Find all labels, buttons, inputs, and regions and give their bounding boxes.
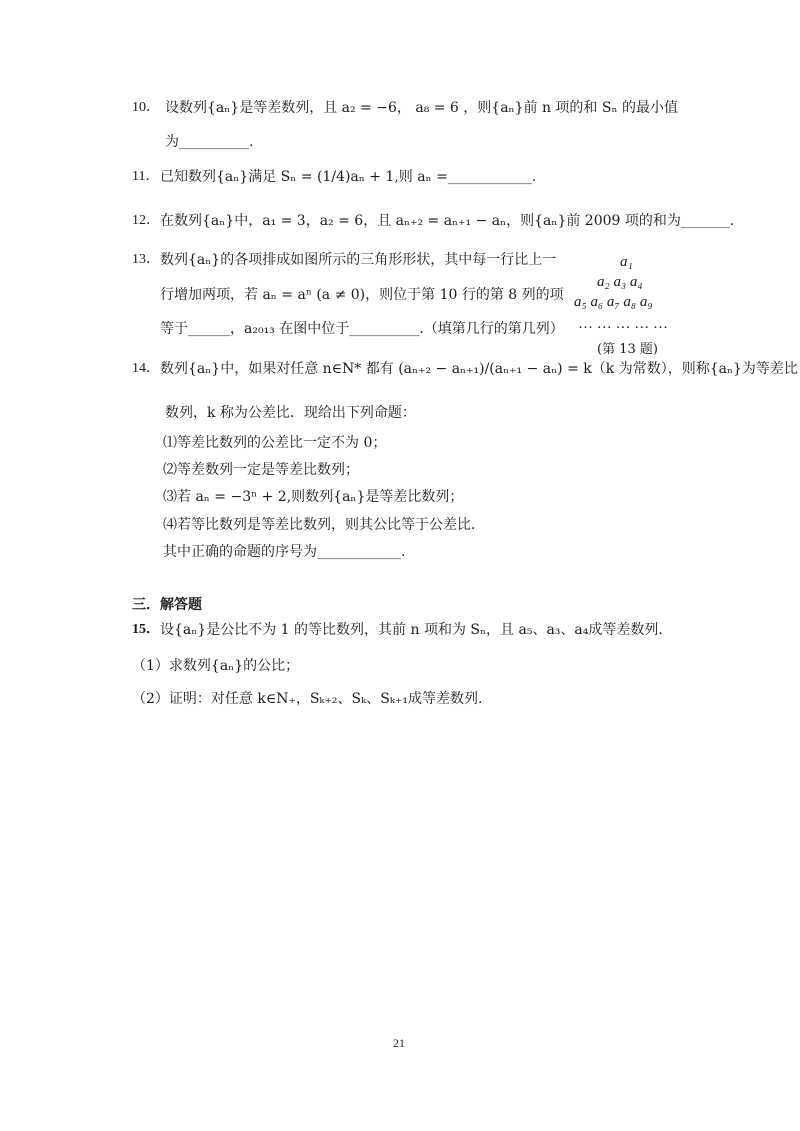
question-15-number: 15．: [132, 622, 160, 637]
question-10-text: 设数列{aₙ}是等差数列，且 a₂ = −6， a₈ = 6 ，则{aₙ}前 n 项的和 Sₙ 的最小值: [165, 100, 678, 116]
question-14-answer-line: 其中正确的命题的序号为____________.: [163, 544, 406, 560]
question-15-part-1: （1）求数列{aₙ}的公比；: [132, 658, 300, 674]
question-15-part-2: （2）证明：对任意 k∈N₊，Sₖ₊₂、Sₖ、Sₖ₊₁成等差数列.: [132, 691, 483, 707]
triangle-row-2: a₂ a₃ a₄: [597, 274, 643, 290]
proposition-4: ⑷若等比数列是等差比数列，则其公比等于公差比．: [163, 517, 485, 533]
question-11-number: 11．: [132, 169, 160, 184]
proposition-3: ⑶若 aₙ = −3ⁿ + 2,则数列{aₙ}是等差比数列；: [163, 489, 464, 505]
question-12-number: 12．: [132, 213, 160, 228]
question-10-number: 10．: [132, 100, 160, 115]
question-13-text-line-1: 数列{aₙ}的各项排成如图所示的三角形形状，其中每一行比上一: [160, 252, 557, 268]
question-13-text-line-3: 等于______，a₂₀₁₃ 在图中位于__________.（填第几行的第几列）: [160, 321, 564, 337]
question-14-text-line-2: 数列，k 称为公差比．现给出下列命题：: [165, 405, 416, 421]
proposition-2: ⑵等差数列一定是等差比数列；: [163, 462, 359, 478]
question-13-text-line-2: 行增加两项，若 aₙ = aⁿ (a ≠ 0)，则位于第 10 行的第 8 列的项: [160, 287, 564, 303]
proposition-1: ⑴等差比数列的公差比一定不为 0；: [163, 435, 387, 451]
question-11-text: 已知数列{aₙ}满足 Sₙ = (1/4)aₙ + 1,则 aₙ =____________.: [160, 169, 537, 185]
triangle-row-1: a₁: [620, 254, 633, 270]
triangle-row-3: a₅ a₆ a₇ a₈ a₉: [574, 294, 653, 310]
question-14-number: 14．: [132, 361, 160, 376]
question-10-answer-line: 为__________.: [165, 134, 254, 150]
figure-caption: (第 13 题): [597, 342, 658, 357]
section-title: 三．解答题: [132, 597, 202, 613]
triangle-row-ellipsis: … … … … …: [578, 316, 668, 332]
page-number: 21: [393, 1036, 405, 1050]
question-14-text-line-1: 数列{aₙ}中，如果对任意 n∈N* 都有 (aₙ₊₂ − aₙ₊₁)/(aₙ₊₁ − aₙ) = k（k 为常数），则称{aₙ}为等差比: [160, 361, 798, 377]
question-15-text: 设{aₙ}是公比不为 1 的等比数列，其前 n 项和为 Sₙ，且 a₅、a₃、a₄成等差数列.: [160, 622, 663, 638]
question-12-text: 在数列{aₙ}中，a₁ = 3，a₂ = 6，且 aₙ₊₂ = aₙ₊₁ − aₙ，则{aₙ}前 2009 项的和为_______.: [160, 213, 735, 229]
question-13-number: 13．: [132, 252, 160, 267]
